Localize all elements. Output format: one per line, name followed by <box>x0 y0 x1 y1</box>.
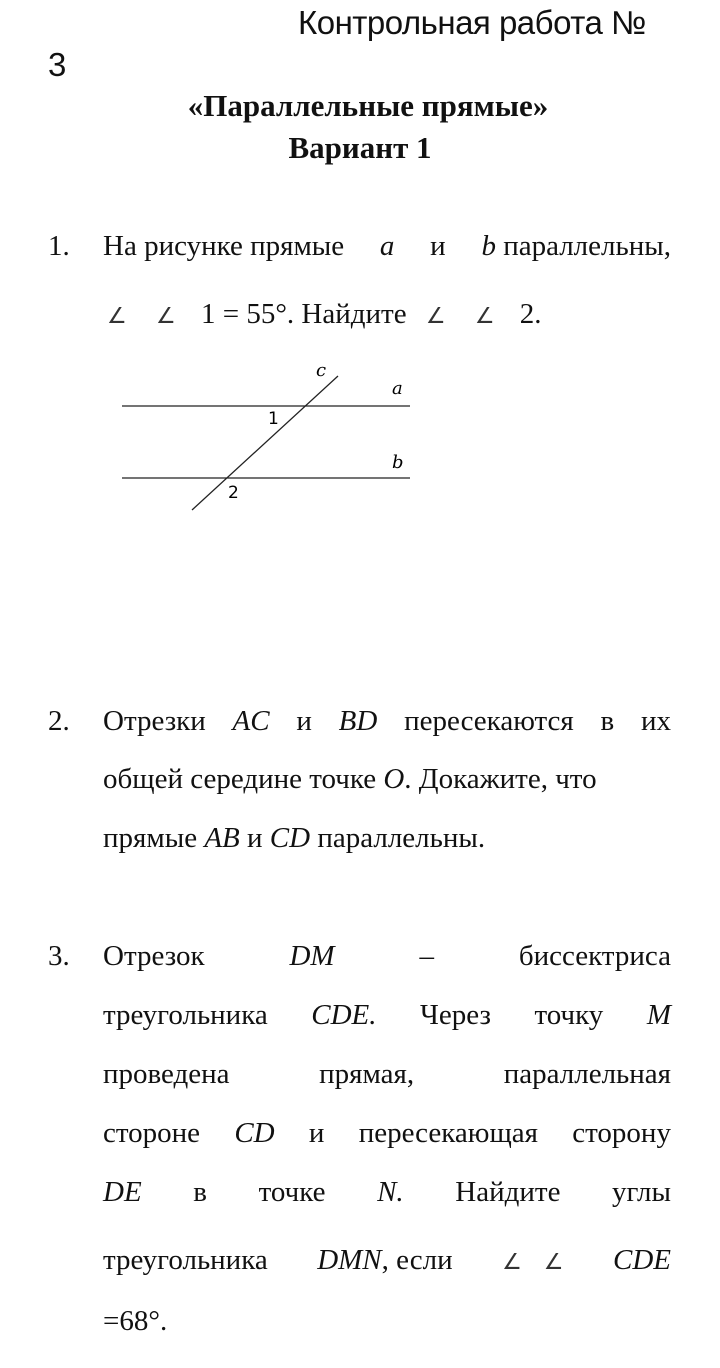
var-ab: AB <box>204 822 240 854</box>
transversal-c <box>192 376 338 510</box>
task1-line1 <box>103 230 671 263</box>
task2-text: прямые <box>103 822 198 854</box>
var-o: O <box>383 763 405 795</box>
label-angle-2: 2 <box>228 483 239 503</box>
task2-text: параллельны. <box>317 822 486 854</box>
var-cde-angle: CDE <box>612 1244 671 1276</box>
angle-icon: ∠ <box>502 1250 522 1275</box>
task3-word: , если <box>381 1244 453 1276</box>
var-dmn: DMN <box>317 1244 382 1276</box>
var-dm: DM <box>289 940 335 972</box>
task3-word: параллельная <box>503 1058 671 1090</box>
task3-word: точке <box>258 1176 326 1208</box>
task3-word: треугольника <box>103 999 268 1031</box>
label-c: c <box>316 360 327 381</box>
task3-line7: =68°. <box>103 1305 168 1337</box>
task2-word: Отрезки <box>103 705 206 737</box>
var-m: M <box>646 999 671 1031</box>
task1-find: 2. <box>519 298 542 330</box>
task3-line5 <box>103 1176 671 1209</box>
task3-word: пересекающая <box>358 1117 538 1149</box>
var-cd: CD <box>269 822 311 854</box>
task3-word: углы <box>612 1176 671 1208</box>
task3-word: Найдите <box>455 1176 561 1208</box>
task1-text: На рисунке прямые <box>103 230 345 262</box>
var-n: N. <box>377 1176 404 1208</box>
task3-word: треугольника <box>103 1244 268 1276</box>
label-angle-1: 1 <box>268 409 279 429</box>
angle-icon: ∠ <box>107 304 127 329</box>
parallel-lines-figure <box>110 358 430 518</box>
task2-word: их <box>640 705 671 737</box>
task3-word: прямая, <box>319 1058 415 1090</box>
task3-line6 <box>103 1244 671 1277</box>
angle-icon: ∠ <box>155 304 176 329</box>
label-b: b <box>392 452 404 473</box>
task3-dmn <box>317 1244 452 1277</box>
var-b: b <box>481 230 496 262</box>
task2-word: в <box>600 705 615 737</box>
task3-line4 <box>103 1117 671 1150</box>
task3-line1 <box>103 940 671 973</box>
var-de: DE <box>103 1176 142 1208</box>
subtitle: «Параллельные прямые» <box>187 88 549 123</box>
task2-number: 2. <box>48 705 70 737</box>
title-line2: 3 <box>48 46 66 83</box>
task3-word: точку <box>534 999 604 1031</box>
task3-word: стороне <box>103 1117 201 1149</box>
var-a: a <box>379 230 395 262</box>
task3-word: биссектриса <box>518 940 671 972</box>
task3-line3 <box>103 1058 671 1091</box>
task3-number: 3. <box>48 940 70 972</box>
var-ac: AC <box>232 705 270 737</box>
task2-word: пересекаются <box>404 705 574 737</box>
task2-line2 <box>103 763 671 796</box>
task3-line2 <box>103 999 671 1032</box>
task3-word: Отрезок <box>103 940 205 972</box>
angle-icon: ∠ <box>425 304 446 329</box>
task1-condition: 1 = 55°. Найдите <box>200 298 407 330</box>
task3-word: проведена <box>103 1058 230 1090</box>
variant-title: Вариант 1 <box>288 130 432 165</box>
task2-line1 <box>103 705 671 738</box>
task3-word: и <box>308 1117 325 1149</box>
task3-word: сторону <box>572 1117 671 1149</box>
task1-number: 1. <box>48 230 70 262</box>
task1-line2 <box>103 298 671 331</box>
task3-angles <box>502 1244 563 1277</box>
task3-word: – <box>419 940 434 972</box>
task1-parallel: параллельны, <box>503 230 671 262</box>
task3-word: Через <box>420 999 491 1031</box>
task1-tail <box>481 230 671 263</box>
var-bd: BD <box>338 705 378 737</box>
var-cde: CDE. <box>311 999 377 1031</box>
var-cd: CD <box>234 1117 275 1149</box>
task3-word: в <box>193 1176 207 1208</box>
task2-text: и <box>247 822 263 854</box>
task2-word: и <box>296 705 312 737</box>
title-line1: Контрольная работа № <box>298 4 646 41</box>
task1-and: и <box>430 230 446 262</box>
task2-line3 <box>103 822 671 855</box>
task2-text: общей середине точке <box>103 763 377 795</box>
angle-icon: ∠ <box>543 1250 564 1275</box>
angle-icon: ∠ <box>474 304 495 329</box>
task2-text: . Докажите, что <box>404 763 597 795</box>
label-a: a <box>392 378 403 399</box>
